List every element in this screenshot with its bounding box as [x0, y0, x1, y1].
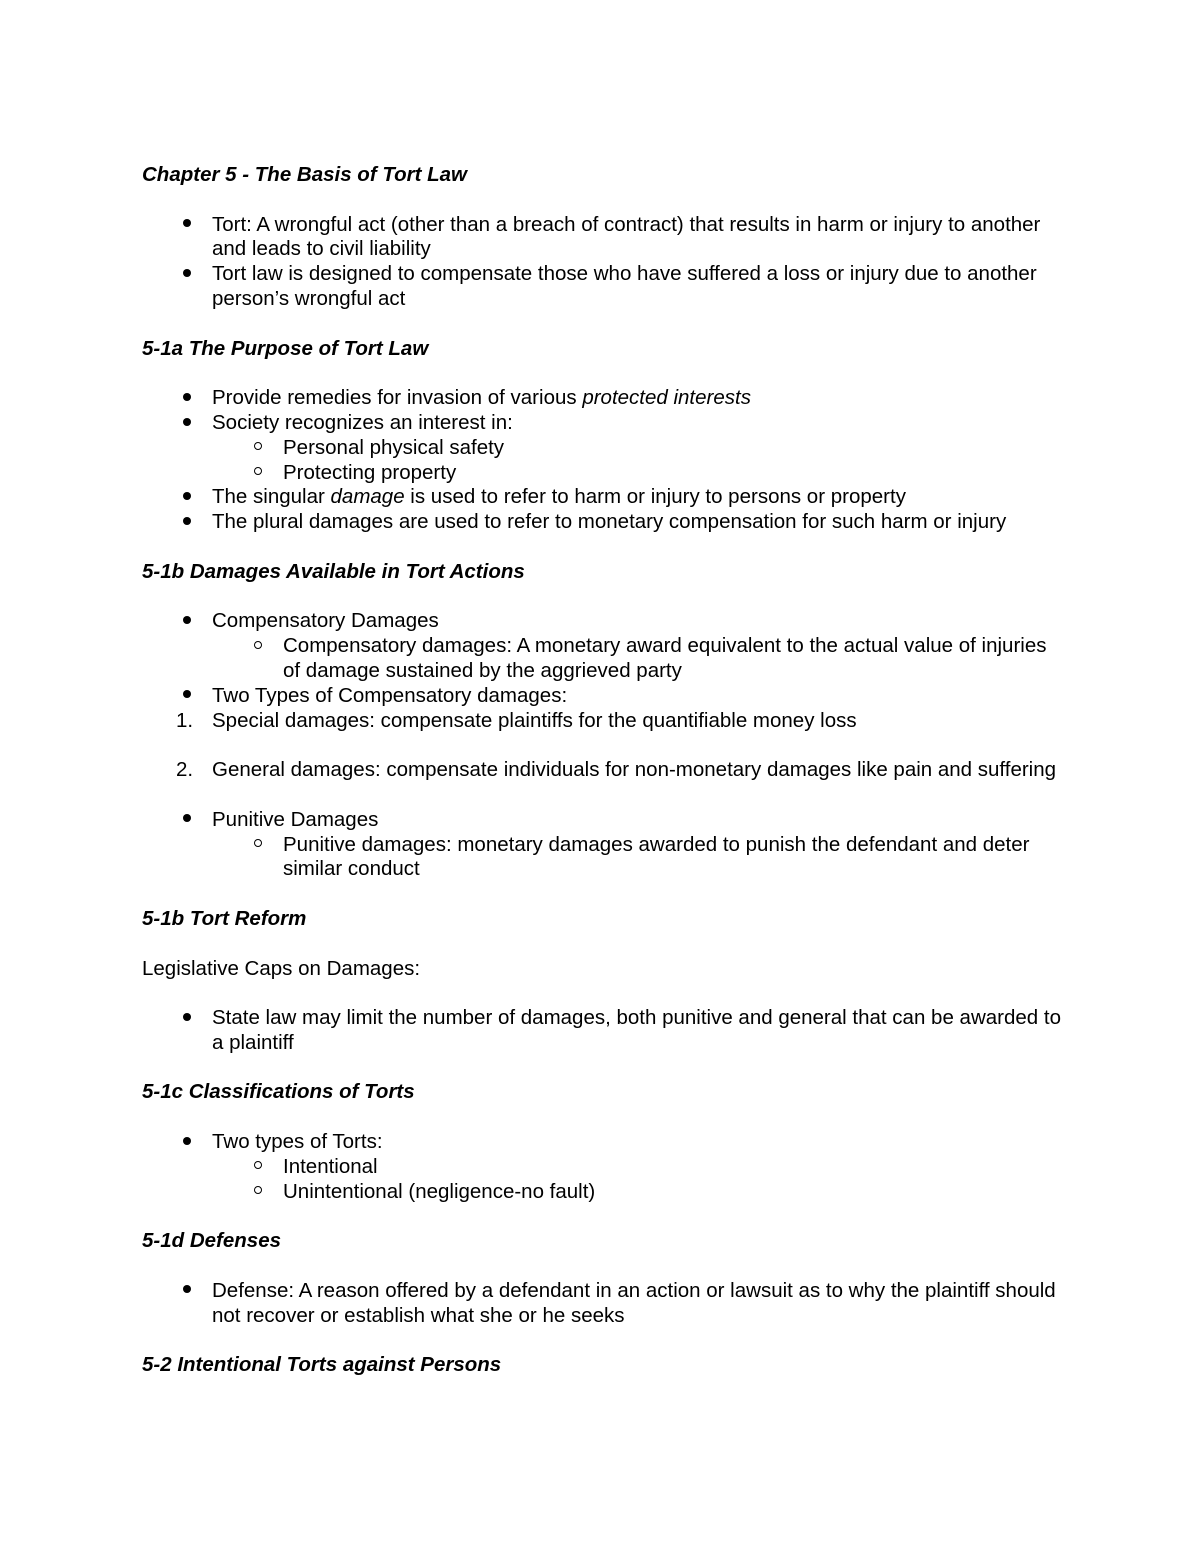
- circle-bullet-icon: [247, 833, 269, 858]
- section-heading-tort-reform: 5-1b Tort Reform: [142, 906, 307, 930]
- list-item: Tort: A wrongful act (other than a breach of contract) that results in harm or injury to another and leads to civil liability: [142, 213, 1062, 263]
- bullet-icon: [176, 485, 198, 510]
- list-item: Society recognizes an interest in:: [142, 411, 1062, 436]
- intro-list: [142, 213, 1062, 312]
- list-item: Punitive Damages: [142, 808, 1062, 833]
- list-item: Defense: A reason offered by a defendant in an action or lawsuit as to why the plaintiff should not recover or establish what she or he seeks: [142, 1279, 1062, 1329]
- bullet-icon: [176, 262, 198, 287]
- sub-list-item: Compensatory damages: A monetary award equivalent to the actual value of injuries of damage sustained by the aggrieved party: [142, 634, 1062, 684]
- list-item: Compensatory Damages: [142, 609, 1062, 634]
- bullet-icon: [176, 1130, 198, 1155]
- number-marker: 1.: [176, 708, 194, 732]
- sub-list-item: Protecting property: [142, 461, 1062, 486]
- bullet-icon: [176, 386, 198, 411]
- circle-bullet-icon: [247, 1180, 269, 1205]
- damages-list: [142, 609, 1062, 708]
- bullet-icon: [176, 1006, 198, 1031]
- bullet-icon: [176, 213, 198, 238]
- section-heading-5-1b: 5-1b Damages Available in Tort Actions: [142, 559, 525, 583]
- sub-list-item: Personal physical safety: [142, 436, 1062, 461]
- list-item: The plural damages are used to refer to monetary compensation for such harm or injury: [142, 510, 1062, 535]
- section-heading-5-1d: 5-1d Defenses: [142, 1229, 282, 1253]
- defenses-list: [142, 1279, 1062, 1329]
- paragraph: Legislative Caps on Damages:: [142, 956, 421, 980]
- numbered-item: 2. General damages: compensate individuals for non-monetary damages like pain and suffering: [176, 758, 1057, 782]
- list-item: Provide remedies for invasion of various protected interests: [142, 386, 1062, 411]
- classifications-list: [142, 1130, 1062, 1204]
- purpose-list: [142, 386, 1062, 535]
- circle-bullet-icon: [247, 634, 269, 659]
- list-item: Two Types of Compensatory damages:: [142, 684, 1062, 709]
- document-page: [142, 163, 1062, 1378]
- bullet-icon: [176, 808, 198, 833]
- damages-numbered-list: [142, 709, 1062, 783]
- bullet-icon: [176, 609, 198, 634]
- section-heading-5-1a: 5-1a The Purpose of Tort Law: [142, 336, 429, 360]
- bullet-icon: [176, 510, 198, 535]
- circle-bullet-icon: [247, 436, 269, 461]
- sub-list-item: Unintentional (negligence-no fault): [142, 1180, 1062, 1205]
- sub-list-item: Intentional: [142, 1155, 1062, 1180]
- section-heading-5-2: 5-2 Intentional Torts against Persons: [142, 1353, 502, 1377]
- circle-bullet-icon: [247, 1155, 269, 1180]
- chapter-title: Chapter 5 - The Basis of Tort Law: [142, 163, 468, 186]
- bullet-icon: [176, 411, 198, 436]
- reform-list: [142, 1006, 1062, 1056]
- bullet-icon: [176, 1279, 198, 1304]
- list-item: Tort law is designed to compensate those who have suffered a loss or injury due to another person’s wrongful act: [142, 262, 1062, 312]
- list-item: The singular damage is used to refer to harm or injury to persons or property: [142, 485, 1062, 510]
- circle-bullet-icon: [247, 461, 269, 486]
- bullet-icon: [176, 684, 198, 709]
- section-heading-5-1c: 5-1c Classifications of Torts: [142, 1080, 415, 1104]
- punitive-list: [142, 808, 1062, 882]
- list-item: State law may limit the number of damages, both punitive and general that can be awarded to a plaintiff: [142, 1006, 1062, 1056]
- sub-list-item: Punitive damages: monetary damages awarded to punish the defendant and deter similar conduct: [142, 833, 1062, 883]
- number-marker: 2.: [176, 758, 194, 782]
- numbered-item: 1. Special damages: compensate plaintiffs for the quantifiable money loss: [176, 708, 857, 732]
- list-item: Two types of Torts:: [142, 1130, 1062, 1155]
